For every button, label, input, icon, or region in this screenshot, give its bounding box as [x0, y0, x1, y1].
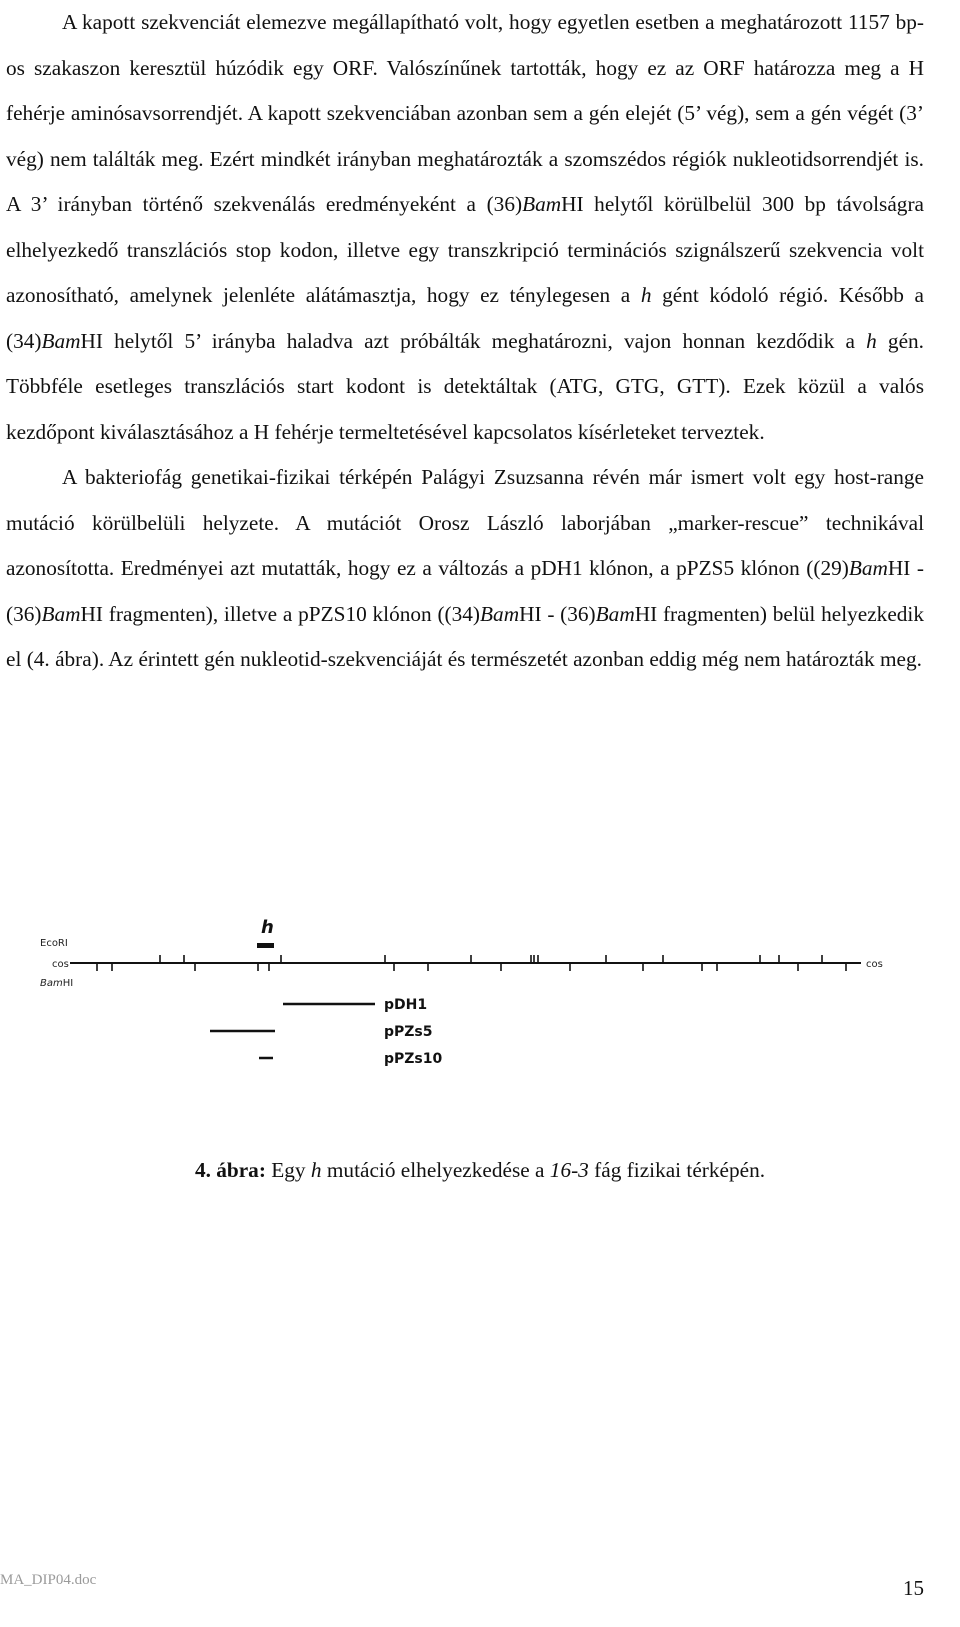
- page-number: 15: [903, 1576, 924, 1600]
- text-run: A bakteriofág genetikai-fizikai térképén Palágyi Zsuzsanna révén már ismert volt egy host-range mutáció körülbelüli helyzete. A mutációt Orosz László laborjában „marker-rescue” technikával azonosította. Eredményei azt mutatták, hogy ez a változás a pDH1 klónon, a pPZS5 klónon ((29): [6, 465, 924, 580]
- cos-right-label: cos: [866, 959, 883, 970]
- text-run: gén. Többféle esetleges transzlációs start kodont is detektáltak (ATG, GTG, GTT). Ezek közül a valós kezdőpont kiválasztásához a H fehérje termeltetésével kapcsolatos kísérleteket terveztek.: [6, 328, 924, 444]
- caption-text: mutáció elhelyezkedése a: [321, 1158, 550, 1182]
- italic-run: Bam: [480, 601, 520, 626]
- text-run: gént kódoló régió. Később a (34): [6, 283, 924, 353]
- figure-physical-map: [38, 917, 918, 1100]
- text-run: HI fragmenten) belül helyezkedik el (4. ábra). Az érintett gén nukleotid-szekvenciáját és természetét azonban eddig még nem határozták meg.: [6, 601, 924, 671]
- clone-ppzs5-label: pPZs5: [384, 1024, 433, 1040]
- caption-phage: 16-3: [549, 1158, 589, 1182]
- gene-h-label: h: [261, 917, 274, 938]
- paragraph-2: [6, 455, 924, 683]
- caption-text: Egy: [265, 1158, 311, 1182]
- cos-left-label: cos: [52, 959, 69, 970]
- caption-text: fág fizikai térképén.: [588, 1158, 766, 1182]
- italic-run: Bam: [41, 328, 81, 353]
- physical-map-svg: [38, 917, 918, 1100]
- italic-run: h: [866, 328, 877, 353]
- text-run: HI - (36): [519, 601, 596, 626]
- clone-ppzs10-label: pPZs10: [384, 1051, 443, 1067]
- caption-number: 4. ábra:: [194, 1158, 266, 1182]
- body-text: [6, 0, 924, 683]
- text-run: HI helytől 5’ irányba haladva azt próbálták meghatározni, vajon honnan kezdődik a: [80, 328, 867, 353]
- bamhi-sites: [97, 963, 846, 971]
- bamhi-label: BamHI: [40, 978, 74, 989]
- text-run: HI fragmenten), illetve a pPZS10 klónon ((34): [80, 601, 481, 626]
- italic-run: Bam: [848, 556, 888, 580]
- caption-gene: h: [310, 1158, 322, 1182]
- paragraph-1: [6, 0, 924, 455]
- ecori-label: EcoRI: [40, 938, 68, 949]
- italic-run: Bam: [522, 192, 562, 216]
- italic-run: h: [640, 283, 652, 307]
- ecori-sites: [160, 955, 822, 963]
- text-run: HI helytől körülbelül 300 bp távolságra elhelyezkedő transzlációs stop kodon, illetve egy transzkripció terminációs szignálszerű szekvencia volt azonosítható, amelynek jelenléte alátámasztja, hogy ez ténylegesen a: [6, 192, 924, 307]
- text-run: A kapott szekvenciát elemezve megállapítható volt, hogy egyetlen esetben a meghatározott 1157 bp-os szakaszon keresztül húzódik egy ORF. Valószínűnek tartották, hogy ez az ORF határozza meg a H fehérje aminósavsorrendjét. A kapott szekvenciában azonban sem a gén elejét (5’ vég), sem a gén végét (3’ vég) nem találták meg. Ezért mindkét irányban meghatározták a szomszédos régiók nukleotidsorrendjét is. A 3’ irányban történő szekvenálás eredményeként a (36): [6, 10, 924, 216]
- gene-h-marker: [257, 943, 274, 948]
- figure-caption: [0, 1158, 960, 1183]
- footer-filename: MA_DIP04.doc: [0, 1572, 97, 1588]
- text-run: HI - (36): [6, 556, 924, 626]
- clone-pdh1-label: pDH1: [384, 997, 428, 1013]
- italic-run: Bam: [41, 601, 81, 626]
- italic-run: Bam: [595, 601, 635, 626]
